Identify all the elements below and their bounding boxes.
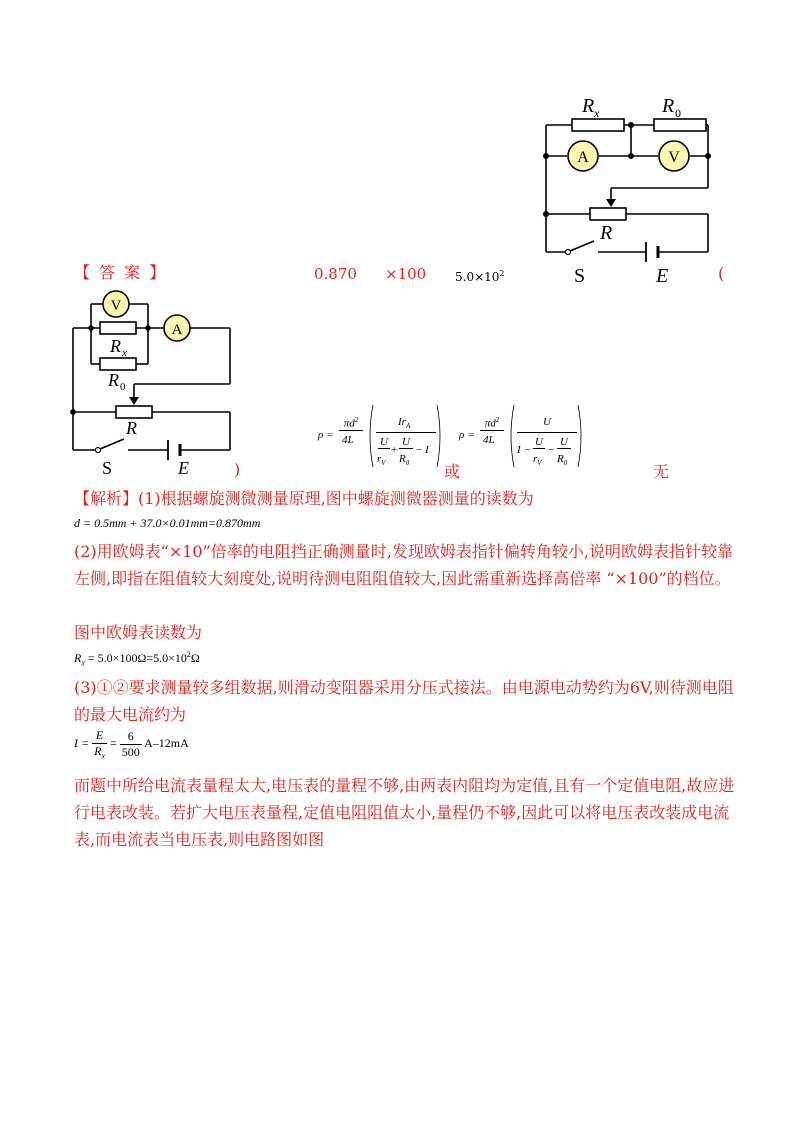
answer-reading: 0.870 [314, 265, 357, 283]
svg-text:S: S [102, 458, 113, 478]
answer-close-paren: ) [234, 460, 241, 479]
svg-text:S: S [574, 265, 586, 287]
rheostat [590, 208, 626, 220]
svg-text:E: E [178, 458, 189, 478]
svg-text:x: x [122, 347, 127, 359]
analysis-part1: 【解析】(1)根据螺旋测微测量原理,图中螺旋测微器测量的读数为 [74, 489, 534, 508]
svg-text:V: V [668, 149, 680, 166]
svg-text:R: R [600, 222, 613, 244]
answer-open-paren: ( [718, 264, 725, 283]
svg-text:0: 0 [120, 381, 126, 393]
equation-micrometer: d = 0.5mm + 37.0×0.01mm=0.870mm [74, 516, 261, 530]
svg-text:R: R [126, 418, 137, 438]
resistor-r0 [654, 119, 706, 131]
svg-text:A: A [171, 322, 183, 338]
answer-resistance: $5.0\times 10^2$ [455, 269, 505, 284]
equation-ohmmeter: $R_x = 5.0\times 100\Omega=5.0\times 10^2\Omega$ [74, 650, 200, 668]
svg-text:R: R [110, 336, 121, 356]
circuit-diagram-answer [58, 288, 248, 478]
circuit-diagram-question [520, 88, 730, 288]
svg-text:R: R [108, 370, 119, 390]
equation-current: I = $\frac{E}{R_x}$ = $\frac{6}{500}$ A–12mA [74, 728, 189, 761]
answer-none: 无 [653, 462, 670, 481]
svg-text:V: V [110, 298, 122, 314]
analysis-part4: 而题中所给电流表量程太大,电压表的量程不够,由两表内阻均为定值,且有一个定值电阻,故应进行电表改装。若扩大电压表量程,定值电阻阻值太小,量程仍不够,因此可以将电压表改装成电流表,而电流表当电压表,则电路图如图 [74, 776, 735, 849]
svg-text:A: A [577, 149, 589, 166]
svg-text:R: R [582, 95, 595, 117]
answer-label: 【 答 案 】 [74, 263, 168, 282]
svg-text:x: x [594, 106, 600, 120]
analysis-ohmmeter-reading: 图中欧姆表读数为 [74, 623, 203, 642]
svg-text:E: E [656, 265, 669, 287]
resistor-rx [572, 119, 624, 131]
svg-text:R: R [662, 95, 675, 117]
svg-text:0: 0 [675, 106, 681, 120]
analysis-part3: (3)①②要求测量较多组数据,则滑动变阻器采用分压式接法。由电源电动势约为6V,则待测电阻的最大电流约为 [74, 678, 734, 724]
answer-multiplier: ×100 [385, 265, 427, 283]
analysis-part2: (2)用欧姆表“×10”倍率的电阻挡正确测量时,发现欧姆表指针偏转角较小,说明欧姆表指针较靠左侧,即指在阻值较大刻度处,说明待测电阻阻值较大,因此需重新选择高倍率 “×100”的档位。 [74, 542, 733, 588]
answer-or: 或 [444, 462, 461, 481]
